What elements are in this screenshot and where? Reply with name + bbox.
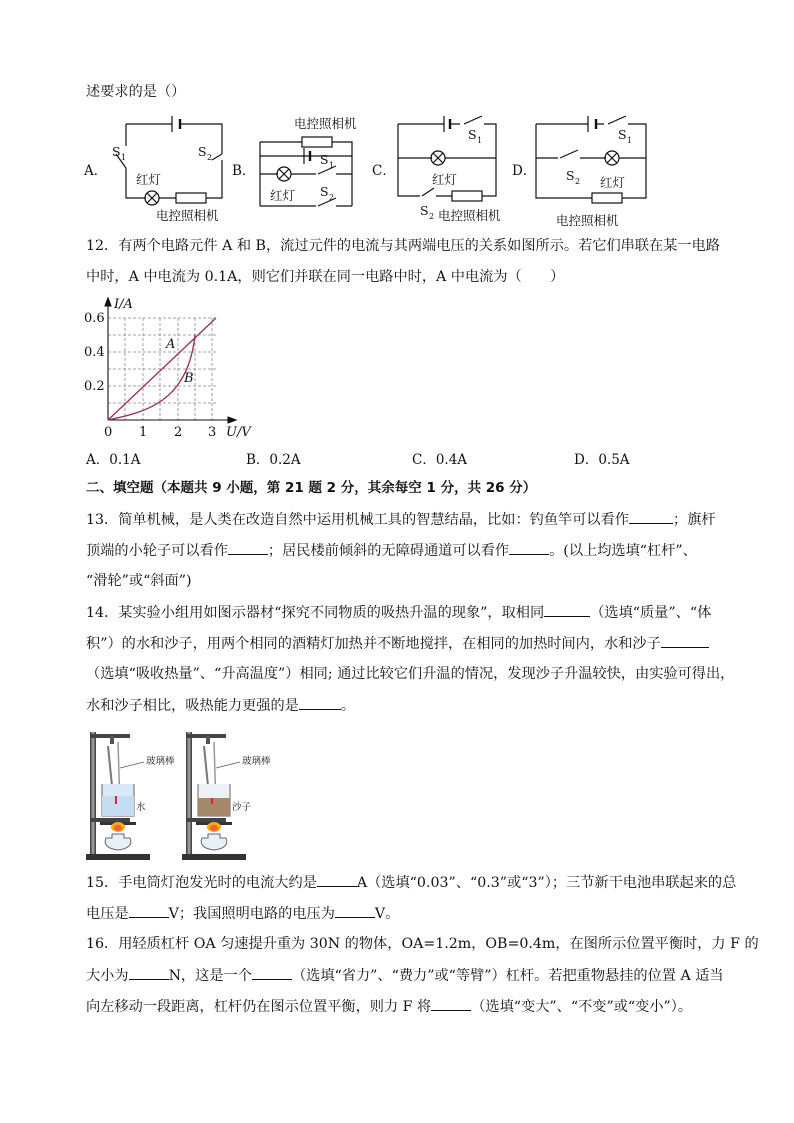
q12-iu-graph (84, 294, 254, 440)
b-s1-label: S (320, 152, 329, 167)
graph-y-label: I/A (114, 297, 133, 312)
q14-line1 (86, 602, 711, 623)
q15-line2 (86, 903, 399, 924)
q13-blank-2[interactable] (228, 540, 268, 555)
stand-water (86, 732, 150, 860)
circuit-c (398, 116, 496, 201)
b-lamp-label: 红灯 (270, 188, 296, 203)
section-2-heading: 二、填空题（本题共 9 小题，第 21 题 2 分，其余每空 1 分，共 26 分） (86, 480, 537, 496)
q15-text-1: 15．手电筒灯泡发光时的电流大约是 (86, 875, 317, 891)
q12-option-b: B．0.2A (246, 452, 301, 468)
d-s2-sub: 2 (575, 177, 581, 186)
q14-blank-3[interactable] (299, 695, 341, 710)
q16-text-1: 大小为 (86, 968, 129, 984)
q12-line1: 12．有两个电路元件 A 和 B，流过元件的电流与其两端电压的关系如图所示。若它们串联在某一电路 (86, 238, 720, 254)
q13-blank-3[interactable] (509, 540, 549, 555)
q14-line2 (86, 633, 709, 654)
q13-text-4: ；居民楼前倾斜的无障碍通道可以看作 (267, 543, 510, 559)
q13-blank-1[interactable] (629, 509, 673, 524)
q14-text-3: 积”）的水和沙子，用两个相同的酒精灯加热并不断地搅拌，在相同的加热时间内，水和沙子 (86, 636, 661, 652)
water-label: 水 (136, 802, 146, 813)
a-s1-sub: 1 (121, 153, 127, 162)
graph-x-label: U/V (226, 425, 251, 440)
q13-text-3: 顶端的小轮子可以看作 (86, 543, 228, 559)
q16-line1: 16．用轻质杠杆 OA 匀速提升重为 30N 的物体，OA=1.2m，OB=0.4m，在图所示位置平衡时，力 F 的 (86, 936, 759, 952)
a-s2-sub: 2 (207, 153, 213, 162)
d-camera-label: 电控照相机 (556, 213, 619, 228)
y-tick-0-4: 0.4 (84, 345, 105, 360)
d-lamp-label: 红灯 (600, 175, 626, 190)
q16-text-4: 向左移动一段距离，杠杆仍在图示位置平衡，则力 F 将 (86, 999, 432, 1015)
q11-circuits (80, 108, 720, 232)
x-tick-2: 2 (174, 425, 183, 440)
q16-text-3: （选填“省力”、“费力”或“等臂”）杠杆。若把重物悬挂的位置 A 适当 (291, 968, 724, 984)
y-tick-0-6: 0.6 (84, 311, 105, 326)
q16-blank-2[interactable] (252, 965, 292, 980)
q13-text-5: 。(以上均选填“杠杆”、 (549, 543, 697, 559)
y-tick-0-2: 0.2 (84, 379, 105, 394)
q14-text-5: 。 (340, 698, 356, 714)
option-a-letter: A． (84, 163, 108, 179)
q14-blank-1[interactable] (544, 602, 590, 617)
q15-text-5: V。 (374, 906, 400, 922)
circuit-d (536, 116, 646, 203)
q16-line3 (86, 996, 692, 1017)
rod-label-sand: 玻璃棒 (242, 756, 271, 767)
q13-text-2: ；旗杆 (673, 512, 716, 528)
c-s2-label: S (420, 203, 429, 218)
b-s2-sub: 2 (329, 193, 335, 202)
q13-line3: “滑轮”或“斜面”) (86, 573, 192, 589)
q16-blank-3[interactable] (431, 996, 471, 1011)
q11-stem-tail: 述要求的是（） (86, 84, 186, 100)
q16-line2 (86, 965, 724, 986)
q12-option-d: D．0.5A (574, 452, 630, 468)
c-s1-label: S (468, 127, 477, 142)
q13-line1 (86, 509, 716, 530)
x-tick-0: 0 (104, 425, 113, 440)
sand-label: 沙子 (232, 802, 252, 813)
x-tick-1: 1 (139, 425, 148, 440)
d-s1-label: S (618, 127, 627, 142)
q13-line2 (86, 540, 697, 561)
q14-text-4: 水和沙子相比，吸热能力更强的是 (86, 698, 299, 714)
c-camera-label: 电控照相机 (438, 208, 501, 223)
q15-line1 (86, 872, 736, 893)
q12-line2: 中时，A 中电流为 0.1A，则它们并联在同一电路中时，A 中电流为（ ） (86, 269, 565, 285)
q14-text-1: 14．某实验小组用如图示器材“探究不同物质的吸热升温的现象”，取相同 (86, 605, 545, 621)
curve-b-label: B (184, 371, 194, 386)
q12-option-c: C．0.4A (412, 452, 468, 468)
option-c-letter: C． (372, 163, 396, 179)
d-s2-label: S (566, 168, 575, 183)
curve-a-label: A (166, 337, 176, 352)
q12-option-a: A．0.1A (86, 452, 141, 468)
q15-text-3: 电压是 (86, 906, 129, 922)
c-s2-sub: 2 (429, 212, 435, 221)
q15-blank-2[interactable] (129, 903, 169, 918)
a-s1-label: S (112, 144, 121, 159)
q16-text-2: N，这是一个 (168, 968, 252, 984)
option-b-letter: B． (232, 163, 256, 179)
c-lamp-label: 红灯 (432, 172, 458, 187)
q14-text-2: （选填“质量”、“体 (590, 605, 712, 621)
q13-text-1: 13．简单机械，是人类在改造自然中运用机械工具的智慧结晶，比如：钓鱼竿可以看作 (86, 512, 629, 528)
q16-text-5: （选填“变大”、“不变”或“变小”）。 (471, 999, 693, 1015)
q14-line4 (86, 695, 355, 716)
a-s2-label: S (198, 144, 207, 159)
option-d-letter: D． (512, 163, 537, 179)
b-camera-label: 电控照相机 (294, 116, 357, 131)
stand-sand (182, 732, 246, 860)
q16-blank-1[interactable] (129, 965, 169, 980)
d-s1-sub: 1 (627, 136, 633, 145)
a-lamp-label: 红灯 (136, 172, 162, 187)
b-s1-sub: 1 (329, 161, 335, 170)
q14-line3: （选填“吸收热量”、“升高温度”）相同; 通过比较它们升温的情况，发现沙子升温较快，由实验可得出， (86, 666, 735, 682)
c-s1-sub: 1 (477, 136, 483, 145)
b-s2-label: S (320, 184, 329, 199)
q14-blank-2[interactable] (661, 633, 709, 648)
a-camera-label: 电控照相机 (156, 208, 219, 223)
q15-text-4: V；我国照明电路的电压为 (168, 906, 335, 922)
q14-apparatus-figure (86, 726, 306, 862)
x-tick-3: 3 (208, 425, 217, 440)
q15-blank-1[interactable] (317, 872, 357, 887)
q15-blank-3[interactable] (335, 903, 375, 918)
q15-text-2: A（选填“0.03”、“0.3”或“3”）；三节新干电池串联起来的总 (356, 875, 737, 891)
rod-label-water: 玻璃棒 (146, 756, 175, 767)
